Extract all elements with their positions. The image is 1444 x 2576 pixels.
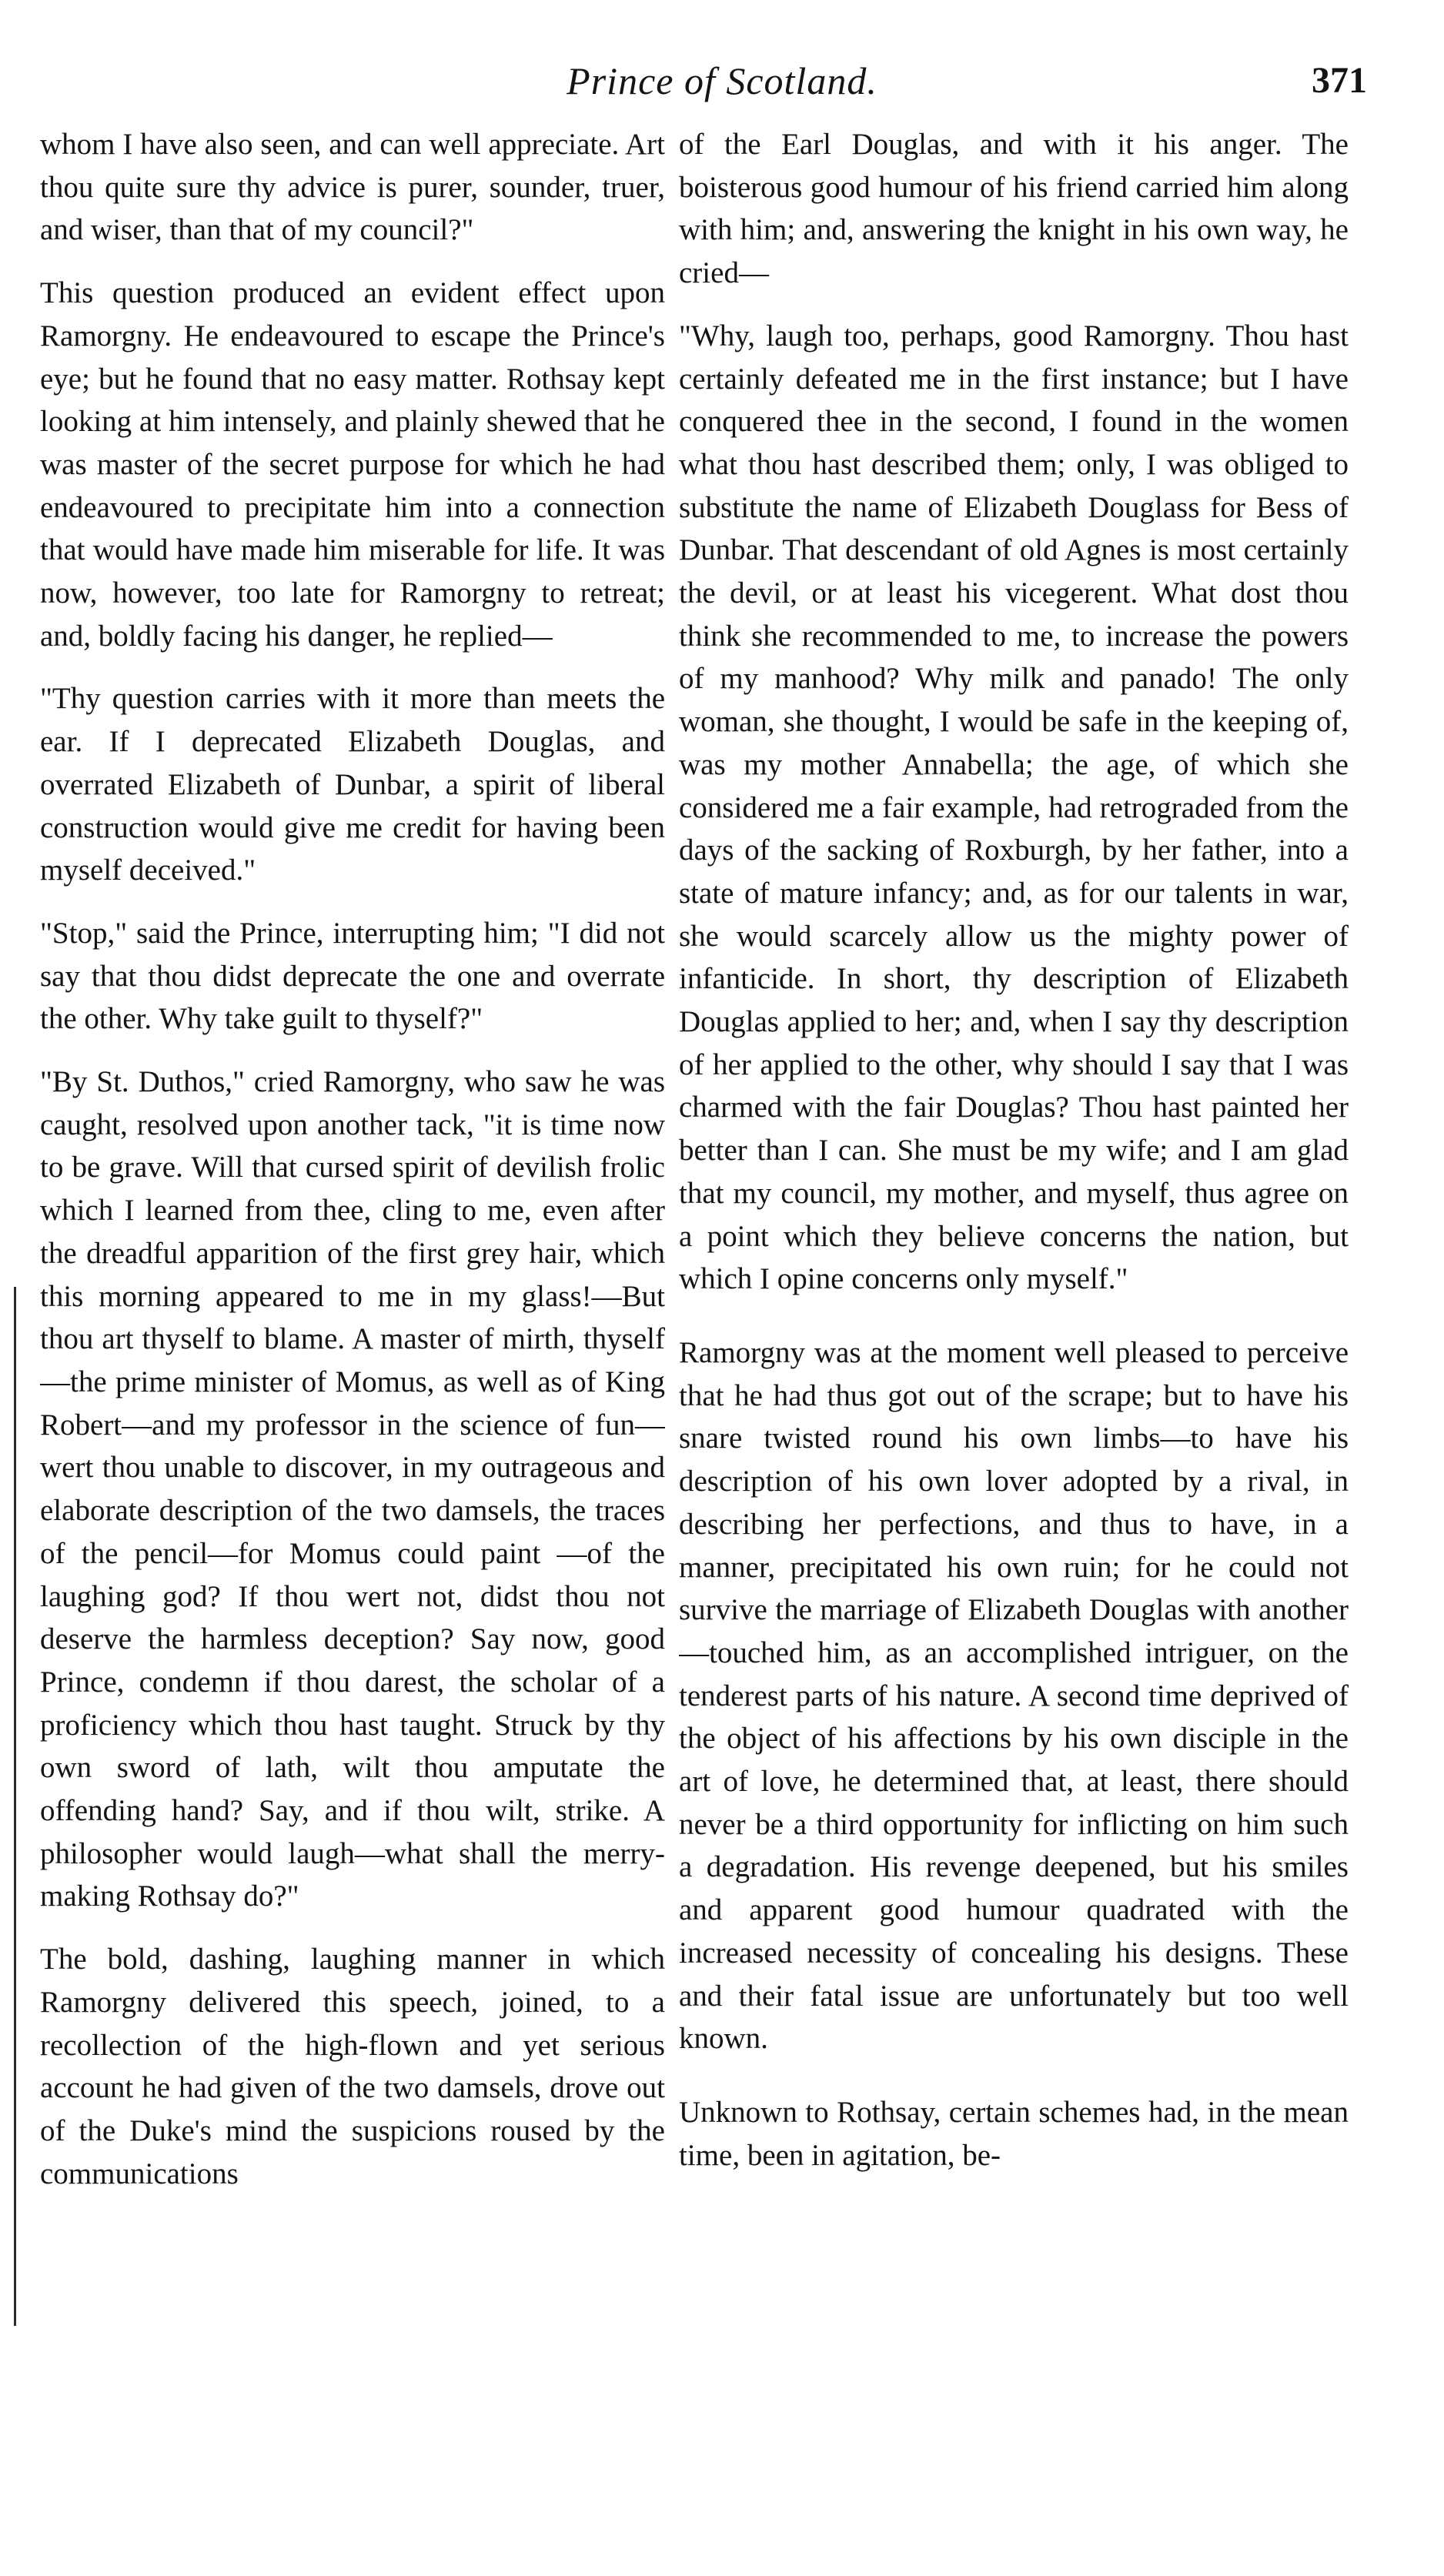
paragraph: Unknown to Rothsay, certain schemes had, in the mean time, been in agitation, be- — [679, 2095, 1349, 2172]
left-column — [40, 123, 665, 2524]
paragraph: of the Earl Douglas, and with it his anger. The boisterous good humour of his friend carried him along with him; and, answering the knight in his own way, he cried— — [679, 128, 1349, 290]
paragraph: "By St. Duthos," cried Ramorgny, who saw he was caught, resolved upon another tack, "it is time now to be grave. Will that cursed spirit of devilish frolic which I learned from thee, cling to me, even after the dreadful apparition of the first grey hair, which this morning appeared to me in my glass!—But thou art thyself to blame. A master of mirth, thyself—the prime minister of Momus, as well as of King Robert—and my professor in the science of fun—wert thou unable to discover, in my outrageous and elaborate description of the two damsels, the traces of the pencil—for Momus could paint —of the laughing god? If thou wert not, didst thou not deserve the harmless deception? Say now, good Prince, condemn if thou darest, the scholar of a proficiency which thou hast taught. Struck by thy own sword of lath, wilt thou amputate the offending hand? Say, and if thou wilt, strike. A philosopher would laugh—what shall the merry-making Rothsay do?" — [40, 1065, 665, 1913]
text-columns — [0, 123, 1444, 2532]
paragraph: whom I have also seen, and can well appreciate. Art thou quite sure thy advice is purer, sounder, truer, and wiser, than that of my council?" — [40, 128, 665, 247]
paragraph: "Stop," said the Prince, interrupting him; "I did not say that thou didst deprecate the one and overrate the other. Why take guilt to thyself?" — [40, 916, 665, 1036]
right-column — [679, 123, 1349, 2524]
paragraph: "Why, laugh too, perhaps, good Ramorgny. Thou hast certainly defeated me in the first instance; but I have conquered thee in the second, I found in the women what thou hast described them; only, I was obliged to substitute the name of Elizabeth Douglass for Bess of Dunbar. That descendant of old Agnes is most certainly the devil, or at least his vicegerent. What dost thou think she recommended to me, to increase the powers of my manhood? Why milk and panado! The only woman, she thought, I would be safe in the keeping of, was my mother Annabella; the age, of which she considered me a fair example, had retrograded from the days of the sacking of Roxburgh, by her father, into a state of mature infancy; and, as for our talents in war, she would scarcely allow us the mighty power of infanticide. In short, thy description of Elizabeth Douglas applied to her; and, when I say thy description of her applied to the other, why should I say that I was charmed with the fair Douglas? Thou hast painted her better than I can. She must be my wife; and I am glad that my council, my mother, and myself, thus agree on a point which they believe concerns the nation, but which I opine concerns only myself." — [679, 319, 1349, 1296]
page-number: 371 — [1312, 60, 1367, 101]
running-title: Prince of Scotland. — [567, 59, 877, 102]
paragraph: The bold, dashing, laughing manner in which Ramorgny delivered this speech, joined, to a recollection of the high-flown and yet serious account he had given of the two damsels, drove out of the Duke's mind the suspicions roused by the communications — [40, 1943, 665, 2190]
paragraph: Ramorgny was at the moment well pleased to perceive that he had thus got out of the scrape; but to have his snare twisted round his own limbs—to have his description of his own lover adopted by a rival, in describing her perfections, and thus to have, in a manner, precipitated his own ruin; for he could not survive the marriage of Elizabeth Douglas with another—touched him, as an accomplished intriguer, on the tenderest parts of his nature. A second time deprived of the object of his affections by his own disciple in the art of love, he determined that, at least, there should never be a third opportunity for inflicting on him such a degradation. His revenge deepened, but his smiles and apparent good humour quadrated with the increased necessity of concealing his designs. These and their fatal issue are unfortunately but too well known. — [679, 1335, 1349, 2056]
page-header — [31, 54, 1413, 123]
paragraph: This question produced an evident effect upon Ramorgny. He endeavoured to escape the Prince's eye; but he found that no easy matter. Rothsay kept looking at him intensely, and plainly shewed that he was master of the secret purpose for which he had endeavoured to precipitate him into a connection that would have made him miserable for life. It was now, however, too late for Ramorgny to retreat; and, boldly facing his danger, he replied— — [40, 276, 665, 653]
paragraph: "Thy question carries with it more than meets the ear. If I deprecated Elizabeth Douglas, and overrated Elizabeth of Dunbar, a spirit of liberal construction would give me credit for having been myself deceived." — [40, 682, 665, 887]
